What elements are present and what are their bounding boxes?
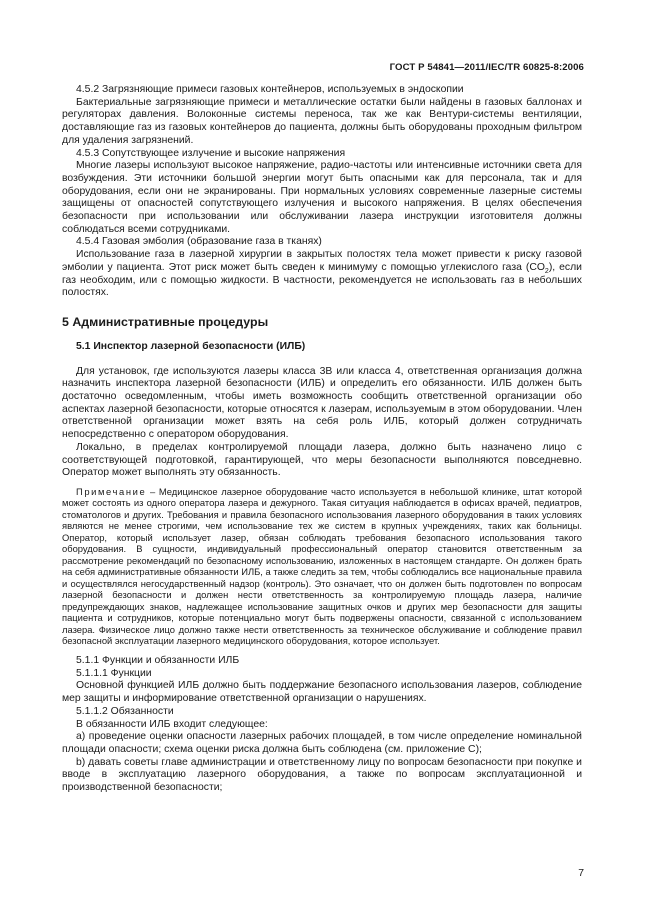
- section-4-5-2-body: Бактериальные загрязняющие примеси и металлические остатки были найдены в газовых баллонах и регуляторах давления. Волоконные системы переноса, так же как Вентури-системы вентиляции, доставляющие газ из газовых контейнеров до пациента, должны быть оборудованы проходным фильтром для удаления загрязнений.: [62, 96, 582, 146]
- note-body: – Медицинское лазерное оборудование часто используется в небольшой клинике, штат которой может состоять из одного оператора лазера и дежурного. Такая ситуация наблюдается в офисах врачей, педиатров, стоматологов и других. Требования и правила безопасного использования лазерного оборудования в таких условиях являются не менее строгими, чем использование тех же систем в крупных учреждениях, таких как больницы. Оператор, который использует лазер, обязан соблюдать требования безопасного использования такого оборудования. В сущности, индивидуальный профессиональный оператор становится ответственным за рассмотрение рекомендаций по безопасному использованию, изложенных в настоящем стандарте. Он должен брать на себя административные обязанности ИЛБ, а также следить за тем, чтобы соблюдались все национальные правила и осуществлялся негосударственный надзор (контроль). Это означает, что он должен быть подготовлен по вопросам лазерной безопасности и должен нести ответственность за контролируемую площадь лазера, наличие предупреждающих знаков, надлежащее использование защитных очков и других мер безопасности для защиты пациента и сотрудников, которые потенциально могут быть подвержены опасности, связанной с использованием лазера. Физическое лицо должно также нести ответственность за техническое обслуживание и соблюдение правил безопасной эксплуатации лазерного медицинского оборудования, которое использует.: [62, 485, 583, 647]
- duty-item-a: a) проведение оценки опасности лазерных рабочих площадей, в том числе определение номинальной площади опасности; схема оценки риска должна быть соблюдена (см. приложение С);: [62, 731, 582, 755]
- note-label: Примечание: [76, 485, 147, 497]
- page-body: [62, 84, 582, 795]
- section-4-5-3-body: Многие лазеры используют высокое напряжение, радио-частоты или интенсивные источники света для возбуждения. Эти источники большой энергии могут быть опасными как для персонала, так и для оборудования, если они не экранированы. При нормальных условиях современные лазерные системы защищены от опасностей сопутствующего излучения и высокого напряжения. В целях обеспечения безопасности при использовании или обслуживании лазера инструкции изготовителя должны соблюдаться всеми сотрудниками.: [62, 160, 582, 235]
- note-paragraph: [62, 486, 582, 647]
- section-5-1-1-title: 5.1.1 Функции и обязанности ИЛБ: [76, 654, 240, 666]
- section-4-5-4-body-part-a: Использование газа в лазерной хирургии в закрытых полостях тела может привести к риску газовой эмболии у пациента. Этот риск может быть сведен к минимуму с помощью углекислого газа (CO: [62, 249, 582, 273]
- section-4-5-4-title: 4.5.4 Газовая эмболия (образование газа в тканях): [76, 236, 322, 248]
- duty-item-b: b) давать советы главе администрации и ответственному лицу по вопросам безопасности при покупке и вводе в эксплуатацию лазерного оборудования, а также по вопросам эксплуатационной и производственной безопасности;: [62, 756, 582, 794]
- document-header: ГОСТ Р 54841—2011/IEC/TR 60825-8:2006: [389, 62, 584, 73]
- section-4-5-4-body-part-b: ), если газ необходим, или с помощью жидкости. В частности, рекомендуется не использовать газ в небольших полостях.: [62, 261, 582, 299]
- section-5-1-paragraph-1: Для установок, где используются лазеры класса 3В или класса 4, ответственная организация должна назначить инспектора лазерной безопасности (ИЛБ) и определить его обязанности. ИЛБ должен быть достаточно осведомленным, чтобы иметь возможность сообщить ответственной организации обо аспектах лазерной безопасности, которые относятся к лазерам, используемым в этом оборудовании. Член ответственной организации может взять на себя роль ИЛБ, который должен сотрудничать непосредственно с оператором оборудования.: [62, 365, 582, 441]
- section-4-5-4-body: [62, 249, 582, 300]
- co2-subscript: 2: [544, 267, 549, 275]
- section-5-1-1-2-intro: В обязанности ИЛБ входит следующее:: [76, 718, 268, 730]
- page-number: 7: [578, 868, 584, 879]
- section-5-1-1-1-body: Основной функцией ИЛБ должно быть поддержание безопасного использования лазеров, соблюдение мер защиты и информирование ответственной организации о нарушениях.: [62, 680, 582, 705]
- section-5-1-1-2-title: 5.1.1.2 Обязанности: [76, 705, 174, 717]
- section-4-5-3-title: 4.5.3 Сопутствующее излучение и высокие напряжения: [76, 147, 346, 159]
- section-4-5-2-title: 4.5.2 Загрязняющие примеси газовых контейнеров, используемых в эндоскопии: [76, 84, 464, 95]
- section-5-heading: 5 Административные процедуры: [62, 314, 269, 329]
- section-5-1-paragraph-2: Локально, в пределах контролируемой площади лазера, должно быть назначено лицо с соответствующей подготовкой, гарантирующей, что меры безопасности выполняются повседневно. Оператор может выполнять эту обязанность.: [62, 441, 582, 479]
- section-5-1-heading: 5.1 Инспектор лазерной безопасности (ИЛБ): [76, 340, 306, 352]
- section-5-1-1-1-title: 5.1.1.1 Функции: [76, 667, 152, 679]
